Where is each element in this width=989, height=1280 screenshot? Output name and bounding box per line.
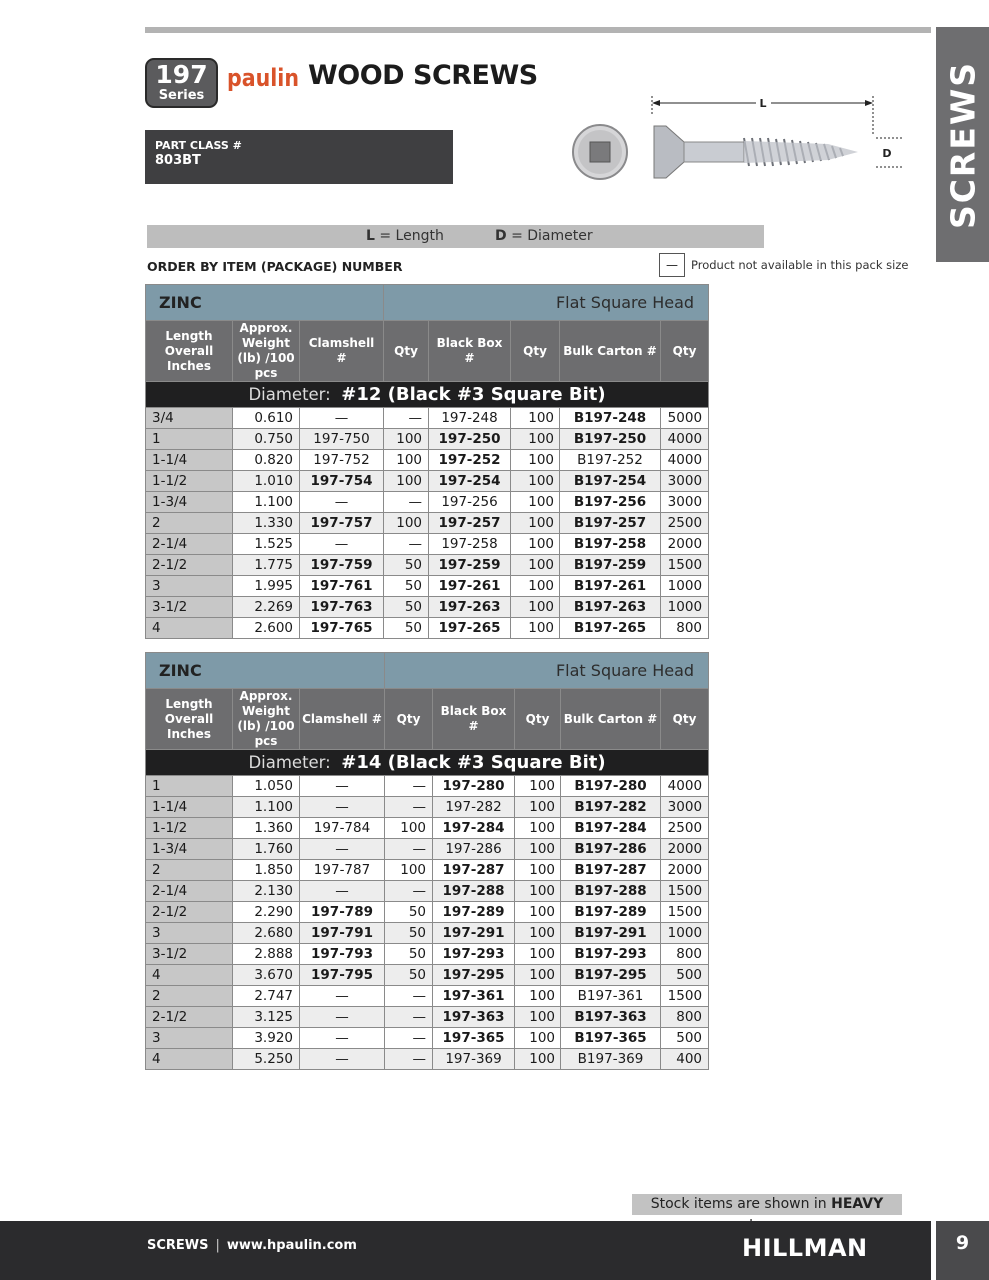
diameter-value: #14 (Black #3 Square Bit) bbox=[341, 752, 606, 773]
cell-bb: 197-280 bbox=[433, 776, 515, 797]
table-row bbox=[146, 576, 709, 597]
col-weight: Approx. Weight (lb) /100 pcs bbox=[233, 321, 300, 382]
cell-bbq: 100 bbox=[511, 576, 560, 597]
diameter-row bbox=[146, 382, 709, 408]
col-bulk-carton-qty: Qty bbox=[661, 689, 709, 750]
col-clamshell-qty: Qty bbox=[385, 689, 433, 750]
cell-cs: — bbox=[300, 776, 385, 797]
cell-bb: 197-261 bbox=[429, 576, 511, 597]
cell-len: 1-1/4 bbox=[146, 797, 233, 818]
cell-bc: B197-363 bbox=[561, 1007, 661, 1028]
cell-len: 1-1/2 bbox=[146, 818, 233, 839]
cell-bbq: 100 bbox=[515, 1007, 561, 1028]
not-available-symbol: — bbox=[659, 253, 685, 277]
cell-cs: 197-757 bbox=[300, 513, 384, 534]
cell-bbq: 100 bbox=[515, 839, 561, 860]
finish-label: ZINC bbox=[146, 653, 385, 689]
table-row bbox=[146, 902, 709, 923]
cell-len: 1-1/4 bbox=[146, 450, 233, 471]
cell-bb: 197-256 bbox=[429, 492, 511, 513]
cell-w: 0.820 bbox=[233, 450, 300, 471]
column-header-row bbox=[146, 689, 709, 750]
col-clamshell-qty: Qty bbox=[384, 321, 429, 382]
cell-len: 3-1/2 bbox=[146, 944, 233, 965]
table-row bbox=[146, 471, 709, 492]
cell-bc: B197-248 bbox=[560, 408, 661, 429]
cell-bc: B197-263 bbox=[560, 597, 661, 618]
table-row bbox=[146, 450, 709, 471]
cell-bcq: 2500 bbox=[661, 818, 709, 839]
cell-csq: — bbox=[384, 408, 429, 429]
cell-len: 2-1/2 bbox=[146, 555, 233, 576]
cell-bc: B197-250 bbox=[560, 429, 661, 450]
footer-section: SCREWS | www.hpaulin.com bbox=[147, 1238, 357, 1253]
cell-len: 1-3/4 bbox=[146, 839, 233, 860]
cell-cs: 197-791 bbox=[300, 923, 385, 944]
cell-bb: 197-248 bbox=[429, 408, 511, 429]
cell-csq: 100 bbox=[385, 860, 433, 881]
cell-w: 1.010 bbox=[233, 471, 300, 492]
table-row bbox=[146, 797, 709, 818]
cell-bcq: 2500 bbox=[661, 513, 709, 534]
cell-bc: B197-293 bbox=[561, 944, 661, 965]
cell-bc: B197-261 bbox=[560, 576, 661, 597]
cell-len: 2 bbox=[146, 986, 233, 1007]
cell-cs: — bbox=[300, 1049, 385, 1070]
col-length: Length Overall Inches bbox=[146, 321, 233, 382]
cell-bcq: 1500 bbox=[661, 902, 709, 923]
cell-cs: — bbox=[300, 1028, 385, 1049]
cell-bc: B197-259 bbox=[560, 555, 661, 576]
cell-w: 1.360 bbox=[233, 818, 300, 839]
cell-csq: 100 bbox=[385, 818, 433, 839]
table-row bbox=[146, 776, 709, 797]
col-black-box-qty: Qty bbox=[515, 689, 561, 750]
cell-csq: 50 bbox=[385, 902, 433, 923]
head-type-label: Flat Square Head bbox=[385, 653, 709, 689]
cell-bb: 197-282 bbox=[433, 797, 515, 818]
table-row bbox=[146, 818, 709, 839]
cell-bc: B197-361 bbox=[561, 986, 661, 1007]
cell-bbq: 100 bbox=[515, 881, 561, 902]
cell-bb: 197-363 bbox=[433, 1007, 515, 1028]
cell-cs: 197-754 bbox=[300, 471, 384, 492]
cell-bcq: 1500 bbox=[661, 881, 709, 902]
finish-label: ZINC bbox=[146, 285, 384, 321]
cell-cs: — bbox=[300, 492, 384, 513]
cell-len: 1-1/2 bbox=[146, 471, 233, 492]
col-black-box: Black Box # bbox=[433, 689, 515, 750]
cell-bbq: 100 bbox=[515, 965, 561, 986]
col-black-box: Black Box # bbox=[429, 321, 511, 382]
table-row bbox=[146, 618, 709, 639]
cell-bbq: 100 bbox=[511, 597, 560, 618]
head-type-label: Flat Square Head bbox=[384, 285, 709, 321]
diameter-label: D bbox=[882, 147, 892, 160]
cell-w: 1.995 bbox=[233, 576, 300, 597]
table-row bbox=[146, 1028, 709, 1049]
cell-bc: B197-369 bbox=[561, 1049, 661, 1070]
table-row bbox=[146, 513, 709, 534]
table-section-header bbox=[146, 285, 709, 321]
cell-cs: 197-752 bbox=[300, 450, 384, 471]
cell-len: 3 bbox=[146, 576, 233, 597]
cell-bb: 197-289 bbox=[433, 902, 515, 923]
cell-cs: — bbox=[300, 881, 385, 902]
cell-csq: 100 bbox=[384, 429, 429, 450]
cell-bcq: 1000 bbox=[661, 576, 709, 597]
col-black-box-qty: Qty bbox=[511, 321, 560, 382]
diameter-label: Diameter: bbox=[248, 385, 331, 404]
cell-bb: 197-265 bbox=[429, 618, 511, 639]
cell-bbq: 100 bbox=[515, 986, 561, 1007]
cell-w: 1.775 bbox=[233, 555, 300, 576]
legend-bar bbox=[147, 225, 764, 248]
col-bulk-carton: Bulk Carton # bbox=[560, 321, 661, 382]
series-number: 197 bbox=[155, 60, 208, 89]
cell-bcq: 2000 bbox=[661, 839, 709, 860]
part-class-box bbox=[145, 130, 453, 184]
table-row bbox=[146, 597, 709, 618]
cell-cs: — bbox=[300, 986, 385, 1007]
order-by-heading: ORDER BY ITEM (PACKAGE) NUMBER bbox=[147, 259, 403, 274]
series-badge bbox=[145, 58, 218, 108]
page-title: WOOD SCREWS bbox=[308, 60, 538, 91]
cell-bcq: 500 bbox=[661, 1028, 709, 1049]
cell-csq: — bbox=[384, 534, 429, 555]
cell-bbq: 100 bbox=[511, 429, 560, 450]
cell-bbq: 100 bbox=[515, 902, 561, 923]
cell-csq: 100 bbox=[384, 471, 429, 492]
cell-len: 3/4 bbox=[146, 408, 233, 429]
cell-cs: 197-763 bbox=[300, 597, 384, 618]
cell-bb: 197-293 bbox=[433, 944, 515, 965]
cell-w: 2.888 bbox=[233, 944, 300, 965]
cell-bbq: 100 bbox=[511, 492, 560, 513]
cell-bc: B197-286 bbox=[561, 839, 661, 860]
cell-bc: B197-252 bbox=[560, 450, 661, 471]
cell-w: 3.670 bbox=[233, 965, 300, 986]
cell-bc: B197-265 bbox=[560, 618, 661, 639]
cell-w: 2.680 bbox=[233, 923, 300, 944]
cell-len: 4 bbox=[146, 965, 233, 986]
table-row bbox=[146, 1007, 709, 1028]
cell-w: 2.290 bbox=[233, 902, 300, 923]
table-section-header bbox=[146, 653, 709, 689]
cell-csq: 50 bbox=[384, 618, 429, 639]
cell-bc: B197-284 bbox=[561, 818, 661, 839]
cell-w: 1.100 bbox=[233, 492, 300, 513]
cell-cs: 197-765 bbox=[300, 618, 384, 639]
legend-length: L = Length bbox=[366, 228, 444, 244]
cell-bc: B197-291 bbox=[561, 923, 661, 944]
section-tab bbox=[936, 27, 989, 262]
cell-bc: B197-280 bbox=[561, 776, 661, 797]
cell-bbq: 100 bbox=[511, 513, 560, 534]
cell-cs: 197-793 bbox=[300, 944, 385, 965]
cell-csq: 50 bbox=[385, 944, 433, 965]
table-row bbox=[146, 408, 709, 429]
table-row bbox=[146, 839, 709, 860]
cell-w: 0.610 bbox=[233, 408, 300, 429]
cell-bb: 197-369 bbox=[433, 1049, 515, 1070]
cell-cs: — bbox=[300, 408, 384, 429]
cell-bbq: 100 bbox=[511, 534, 560, 555]
cell-bcq: 500 bbox=[661, 965, 709, 986]
part-class-label: PART CLASS # bbox=[155, 139, 242, 152]
cell-bb: 197-284 bbox=[433, 818, 515, 839]
diameter-row bbox=[146, 750, 709, 776]
hillman-logo: HILLMAN bbox=[742, 1234, 868, 1262]
cell-bbq: 100 bbox=[511, 408, 560, 429]
cell-w: 1.850 bbox=[233, 860, 300, 881]
table-row bbox=[146, 1049, 709, 1070]
cell-w: 3.920 bbox=[233, 1028, 300, 1049]
cell-cs: — bbox=[300, 1007, 385, 1028]
cell-len: 3 bbox=[146, 1028, 233, 1049]
cell-bbq: 100 bbox=[511, 471, 560, 492]
cell-bb: 197-259 bbox=[429, 555, 511, 576]
cell-bbq: 100 bbox=[515, 860, 561, 881]
cell-bb: 197-252 bbox=[429, 450, 511, 471]
cell-w: 0.750 bbox=[233, 429, 300, 450]
part-class-value: 803BT bbox=[155, 153, 201, 168]
not-available-note: Product not available in this pack size bbox=[691, 258, 909, 272]
cell-csq: — bbox=[385, 1007, 433, 1028]
cell-len: 1 bbox=[146, 429, 233, 450]
cell-bcq: 800 bbox=[661, 618, 709, 639]
cell-bc: B197-295 bbox=[561, 965, 661, 986]
cell-bbq: 100 bbox=[515, 797, 561, 818]
cell-cs: 197-784 bbox=[300, 818, 385, 839]
cell-w: 1.050 bbox=[233, 776, 300, 797]
cell-csq: — bbox=[385, 1049, 433, 1070]
cell-len: 2-1/2 bbox=[146, 1007, 233, 1028]
cell-bc: B197-258 bbox=[560, 534, 661, 555]
cell-bc: B197-256 bbox=[560, 492, 661, 513]
col-bulk-carton-qty: Qty bbox=[661, 321, 709, 382]
cell-bcq: 1500 bbox=[661, 555, 709, 576]
cell-cs: — bbox=[300, 839, 385, 860]
cell-bb: 197-263 bbox=[429, 597, 511, 618]
cell-csq: — bbox=[384, 492, 429, 513]
cell-bb: 197-361 bbox=[433, 986, 515, 1007]
cell-bbq: 100 bbox=[515, 776, 561, 797]
table-row bbox=[146, 923, 709, 944]
cell-len: 1 bbox=[146, 776, 233, 797]
col-bulk-carton: Bulk Carton # bbox=[561, 689, 661, 750]
cell-len: 1-3/4 bbox=[146, 492, 233, 513]
table-row bbox=[146, 534, 709, 555]
table-row bbox=[146, 986, 709, 1007]
cell-bbq: 100 bbox=[515, 1028, 561, 1049]
table-row bbox=[146, 944, 709, 965]
cell-cs: — bbox=[300, 797, 385, 818]
cell-len: 2 bbox=[146, 860, 233, 881]
cell-bcq: 400 bbox=[661, 1049, 709, 1070]
cell-csq: — bbox=[385, 1028, 433, 1049]
cell-w: 2.269 bbox=[233, 597, 300, 618]
cell-bb: 197-257 bbox=[429, 513, 511, 534]
cell-cs: 197-789 bbox=[300, 902, 385, 923]
cell-bb: 197-287 bbox=[433, 860, 515, 881]
cell-len: 4 bbox=[146, 1049, 233, 1070]
cell-len: 2-1/2 bbox=[146, 902, 233, 923]
cell-bcq: 3000 bbox=[661, 492, 709, 513]
svg-text:paulin: paulin bbox=[227, 64, 299, 92]
cell-bcq: 4000 bbox=[661, 450, 709, 471]
cell-w: 5.250 bbox=[233, 1049, 300, 1070]
cell-bb: 197-286 bbox=[433, 839, 515, 860]
cell-bcq: 4000 bbox=[661, 429, 709, 450]
cell-csq: — bbox=[385, 797, 433, 818]
cell-csq: 50 bbox=[384, 597, 429, 618]
top-rule bbox=[145, 27, 931, 33]
col-clamshell: Clamshell # bbox=[300, 689, 385, 750]
cell-bcq: 4000 bbox=[661, 776, 709, 797]
footer bbox=[0, 1221, 931, 1280]
cell-bcq: 1000 bbox=[661, 597, 709, 618]
cell-w: 1.330 bbox=[233, 513, 300, 534]
cell-bbq: 100 bbox=[515, 923, 561, 944]
product-table-12 bbox=[145, 284, 709, 639]
cell-bc: B197-282 bbox=[561, 797, 661, 818]
diameter-label: Diameter: bbox=[248, 753, 331, 772]
cell-bbq: 100 bbox=[515, 818, 561, 839]
cell-csq: 50 bbox=[385, 923, 433, 944]
cell-len: 3 bbox=[146, 923, 233, 944]
cell-bb: 197-258 bbox=[429, 534, 511, 555]
cell-csq: — bbox=[385, 881, 433, 902]
cell-bcq: 3000 bbox=[661, 797, 709, 818]
cell-bb: 197-295 bbox=[433, 965, 515, 986]
page-number: 9 bbox=[936, 1221, 989, 1280]
cell-bcq: 800 bbox=[661, 1007, 709, 1028]
cell-cs: 197-761 bbox=[300, 576, 384, 597]
cell-len: 2-1/4 bbox=[146, 881, 233, 902]
cell-csq: — bbox=[385, 986, 433, 1007]
cell-csq: 100 bbox=[384, 450, 429, 471]
section-tab-label: SCREWS bbox=[943, 60, 982, 229]
cell-w: 1.760 bbox=[233, 839, 300, 860]
cell-bcq: 3000 bbox=[661, 471, 709, 492]
cell-bbq: 100 bbox=[511, 618, 560, 639]
cell-bcq: 800 bbox=[661, 944, 709, 965]
col-clamshell: Clamshell # bbox=[300, 321, 384, 382]
cell-bcq: 2000 bbox=[661, 860, 709, 881]
footer-url: www.hpaulin.com bbox=[226, 1238, 357, 1253]
cell-bc: B197-254 bbox=[560, 471, 661, 492]
cell-csq: — bbox=[385, 839, 433, 860]
cell-csq: 50 bbox=[384, 576, 429, 597]
product-table-14 bbox=[145, 652, 709, 1070]
stock-items-note: Stock items are shown in HEAVY bbox=[632, 1194, 902, 1215]
cell-bb: 197-254 bbox=[429, 471, 511, 492]
cell-bcq: 5000 bbox=[661, 408, 709, 429]
cell-cs: — bbox=[300, 534, 384, 555]
table-row bbox=[146, 881, 709, 902]
table-row bbox=[146, 429, 709, 450]
length-label: L bbox=[759, 97, 767, 110]
cell-cs: 197-750 bbox=[300, 429, 384, 450]
cell-w: 3.125 bbox=[233, 1007, 300, 1028]
cell-w: 2.130 bbox=[233, 881, 300, 902]
cell-len: 4 bbox=[146, 618, 233, 639]
cell-csq: 50 bbox=[385, 965, 433, 986]
cell-bbq: 100 bbox=[511, 450, 560, 471]
cell-w: 2.747 bbox=[233, 986, 300, 1007]
cell-w: 1.100 bbox=[233, 797, 300, 818]
cell-len: 2-1/4 bbox=[146, 534, 233, 555]
table-row bbox=[146, 492, 709, 513]
cell-w: 1.525 bbox=[233, 534, 300, 555]
cell-bbq: 100 bbox=[515, 944, 561, 965]
cell-bc: B197-287 bbox=[561, 860, 661, 881]
col-weight: Approx. Weight (lb) /100 pcs bbox=[233, 689, 300, 750]
cell-bbq: 100 bbox=[515, 1049, 561, 1070]
table-row bbox=[146, 965, 709, 986]
legend-diameter: D = Diameter bbox=[495, 228, 593, 244]
cell-bcq: 1000 bbox=[661, 923, 709, 944]
diameter-value: #12 (Black #3 Square Bit) bbox=[341, 384, 606, 405]
cell-cs: 197-795 bbox=[300, 965, 385, 986]
cell-cs: 197-759 bbox=[300, 555, 384, 576]
cell-bb: 197-365 bbox=[433, 1028, 515, 1049]
cell-bc: B197-289 bbox=[561, 902, 661, 923]
cell-w: 2.600 bbox=[233, 618, 300, 639]
cell-bc: B197-257 bbox=[560, 513, 661, 534]
cell-bb: 197-288 bbox=[433, 881, 515, 902]
column-header-row bbox=[146, 321, 709, 382]
table-row bbox=[146, 555, 709, 576]
table-row bbox=[146, 860, 709, 881]
screw-diagram bbox=[566, 84, 906, 194]
cell-bc: B197-365 bbox=[561, 1028, 661, 1049]
cell-bcq: 2000 bbox=[661, 534, 709, 555]
cell-bcq: 1500 bbox=[661, 986, 709, 1007]
cell-csq: 100 bbox=[384, 513, 429, 534]
series-label: Series bbox=[158, 88, 205, 103]
footer-section-label: SCREWS bbox=[147, 1238, 209, 1253]
cell-bbq: 100 bbox=[511, 555, 560, 576]
cell-csq: 50 bbox=[384, 555, 429, 576]
cell-cs: 197-787 bbox=[300, 860, 385, 881]
cell-bb: 197-291 bbox=[433, 923, 515, 944]
col-length: Length Overall Inches bbox=[146, 689, 233, 750]
cell-bb: 197-250 bbox=[429, 429, 511, 450]
cell-len: 3-1/2 bbox=[146, 597, 233, 618]
paulin-logo bbox=[226, 63, 302, 91]
cell-len: 2 bbox=[146, 513, 233, 534]
cell-csq: — bbox=[385, 776, 433, 797]
cell-bc: B197-288 bbox=[561, 881, 661, 902]
